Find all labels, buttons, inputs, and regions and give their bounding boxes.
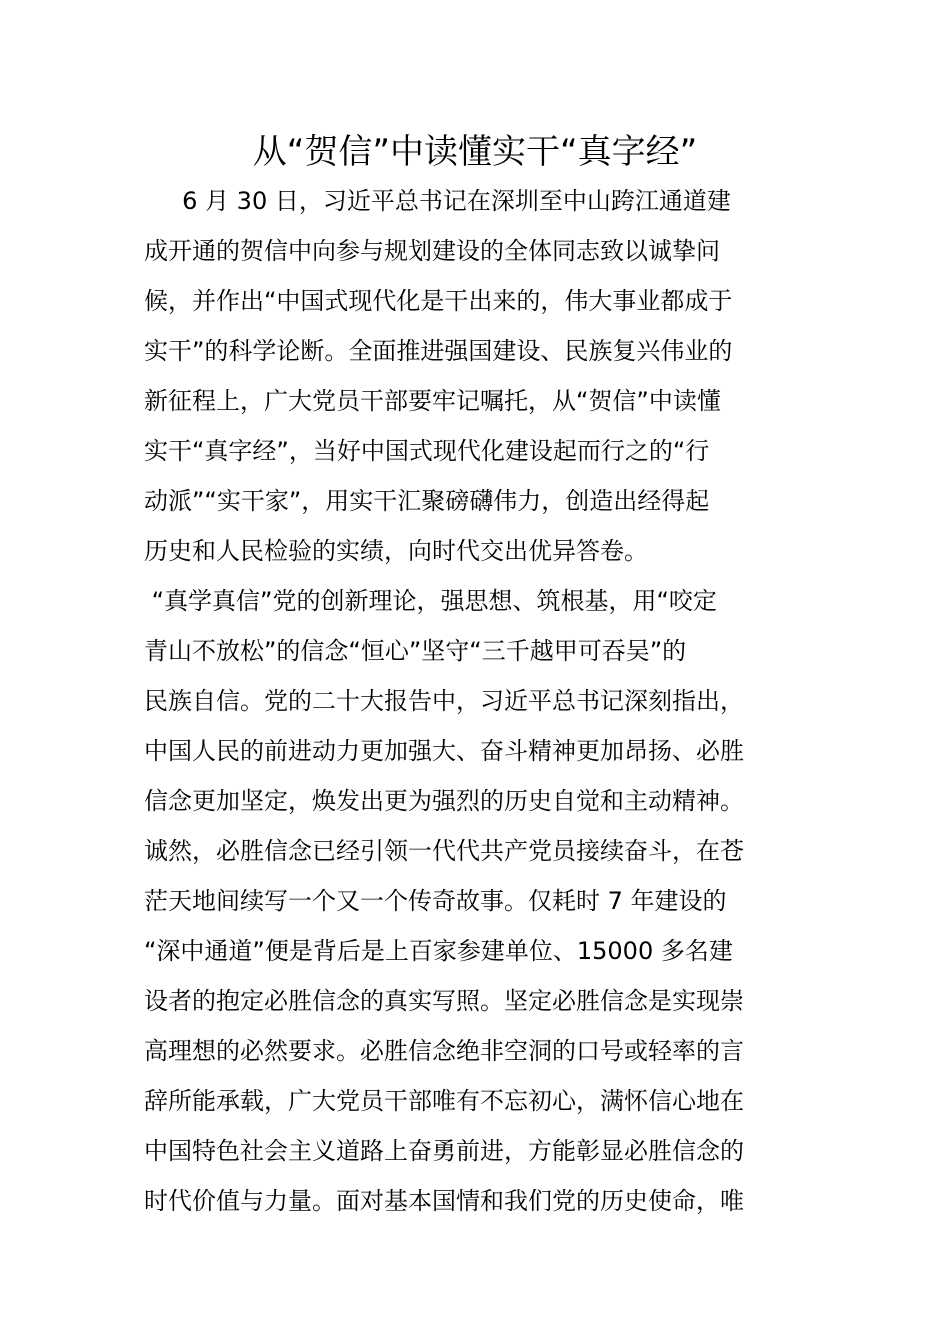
- body-line: 成开通的贺信中向参与规划建设的全体同志致以诚挚问: [144, 237, 720, 265]
- body-line: 民族自信。党的二十大报告中，习近平总书记深刻指出，: [144, 687, 744, 715]
- body-line: 中国特色社会主义道路上奋勇前进，方能彰显必胜信念的: [144, 1137, 744, 1165]
- body-line: 高理想的必然要求。必胜信念绝非空洞的口号或轻率的言: [144, 1037, 744, 1065]
- document-body: [144, 176, 814, 1226]
- body-line: “真学真信”党的创新理论，强思想、筑根基，用“咬定: [144, 587, 717, 615]
- body-line: 6 月 30 日，习近平总书记在深圳至中山跨江通道建: [144, 187, 731, 215]
- body-line: 茫天地间续写一个又一个传奇故事。仅耗时 7 年建设的: [144, 887, 727, 915]
- body-line: 历史和人民检验的实绩，向时代交出优异答卷。: [144, 537, 648, 565]
- body-line: 设者的抱定必胜信念的真实写照。坚定必胜信念是实现崇: [144, 987, 744, 1015]
- body-line: “深中通道”便是背后是上百家参建单位、15000 多名建: [144, 937, 733, 965]
- body-line: 时代价值与力量。面对基本国情和我们党的历史使命，唯: [144, 1187, 744, 1215]
- body-line: 辞所能承载，广大党员干部唯有不忘初心，满怀信心地在: [144, 1087, 744, 1115]
- body-line: 候，并作出“中国式现代化是干出来的，伟大事业都成于: [144, 287, 733, 315]
- body-line: 诚然，必胜信念已经引领一代代共产党员接续奋斗，在苍: [144, 837, 744, 865]
- document-title: 从“贺信”中读懂实干“真字经”: [252, 132, 698, 172]
- body-line: 信念更加坚定，焕发出更为强烈的历史自觉和主动精神。: [144, 787, 744, 815]
- body-line: 新征程上，广大党员干部要牢记嘱托，从“贺信”中读懂: [144, 387, 721, 415]
- body-line: 中国人民的前进动力更加强大、奋斗精神更加昂扬、必胜: [144, 737, 744, 765]
- body-line: 实干”的科学论断。全面推进强国建设、民族复兴伟业的: [144, 337, 733, 365]
- body-line: 动派”“实干家”，用实干汇聚磅礴伟力，创造出经得起: [144, 487, 710, 515]
- body-line: 青山不放松”的信念“恒心”坚守“三千越甲可吞吴”的: [144, 637, 687, 665]
- body-line: 实干“真字经”，当好中国式现代化建设起而行之的“行: [144, 437, 710, 465]
